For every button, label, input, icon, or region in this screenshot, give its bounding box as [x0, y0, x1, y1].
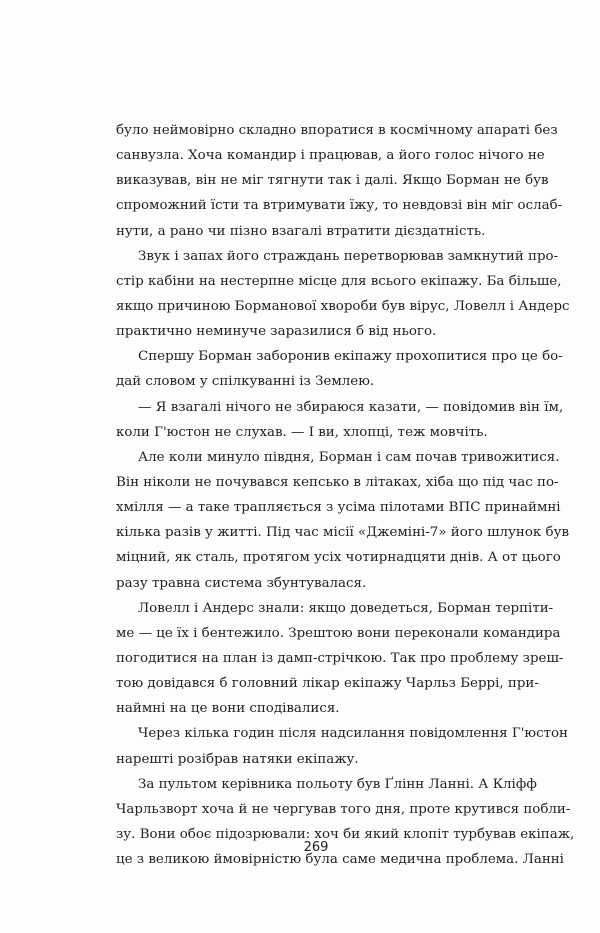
paragraph [116, 721, 568, 771]
text-line: погодитися на план із дамп-стрічкою. Так про проблему зреш- [116, 650, 564, 666]
text-line: кілька разів у житті. Під час місії «Джеміні-7» його шлунок був [116, 525, 570, 541]
text-line: ме — це їх і бентежило. Зрештою вони переконали командира [116, 625, 561, 641]
text-line: практично неминуче заразилися б від нього. [116, 324, 437, 340]
paragraph [116, 772, 575, 873]
text-line: хмілля — а таке трапляється з усіма пілотами ВПС принаймні [116, 500, 561, 516]
text-line: Спершу Борман заборонив екіпажу прохопитися про це бо- [138, 349, 563, 365]
paragraph [116, 395, 564, 445]
text-line: стір кабіни на нестерпне місце для всього екіпажу. Ба більше, [116, 273, 562, 289]
paragraph [116, 244, 570, 345]
text-line: — Я взагалі нічого не збираюся казати, — повідомив він їм, [138, 399, 564, 415]
text-line: це з великою ймовірністю була саме медична проблема. Ланні [116, 852, 564, 868]
text-line: наймні на це вони сподівалися. [116, 701, 340, 717]
text-line: коли Г'юстон не слухав. — І ви, хлопці, теж мовчіть. [116, 424, 488, 440]
text-line: Звук і запах його страждань перетворював замкнутий про- [138, 248, 559, 264]
text-line: зу. Вони обоє підозрювали: хоч би який клопіт турбував екіпаж, [116, 826, 575, 842]
text-line: За пультом керівника польоту був Ґлінн Ланні. А Кліфф [138, 776, 537, 792]
text-line: Чарльзворт хоча й не чергував того дня, проте крутився побли- [116, 801, 571, 817]
text-line: Ловелл і Андерс знали: якщо доведеться, Борман терпіти- [138, 600, 554, 616]
text-line: виказував, він не міг тягнути так і далі. Якщо Борман не був [116, 173, 549, 189]
text-line: разу травна система збунтувалася. [116, 575, 367, 591]
text-line: тою довідався б головний лікар екіпажу Чарльз Беррі, при- [116, 676, 539, 692]
paragraph [116, 596, 564, 722]
paragraph [116, 118, 563, 244]
paragraph [116, 445, 570, 596]
text-line: було неймовірно складно впоратися в космічному апараті без [116, 123, 558, 138]
text-line: нарешті розібрав натяки екіпажу. [116, 751, 359, 767]
text-line: нути, а рано чи пізно взагалі втратити дієздатність. [116, 223, 486, 239]
paragraph [116, 344, 563, 394]
text-line: санвузла. Хоча командир і працював, а його голос нічого не [116, 148, 545, 164]
page-number: 269 [303, 840, 329, 855]
text-line: Він ніколи не почувався кепсько в літаках, хіба що під час по- [116, 474, 559, 490]
text-line: дай словом у спілкуванні із Землею. [116, 374, 375, 390]
text-line: Але коли минуло півдня, Борман і сам почав тривожитися. [138, 449, 560, 465]
text-line: спроможний їсти та втримувати їжу, то невдовзі він міг ослаб- [116, 198, 563, 214]
text-line: якщо причиною Борманової хвороби був вірус, Ловелл і Андерс [116, 298, 570, 314]
text-line: міцний, як сталь, протягом усіх чотирнадцяти днів. А от цього [116, 550, 561, 566]
text-line: Через кілька годин після надсилання повідомлення Г'юстон [138, 726, 568, 742]
body-text [116, 118, 575, 872]
